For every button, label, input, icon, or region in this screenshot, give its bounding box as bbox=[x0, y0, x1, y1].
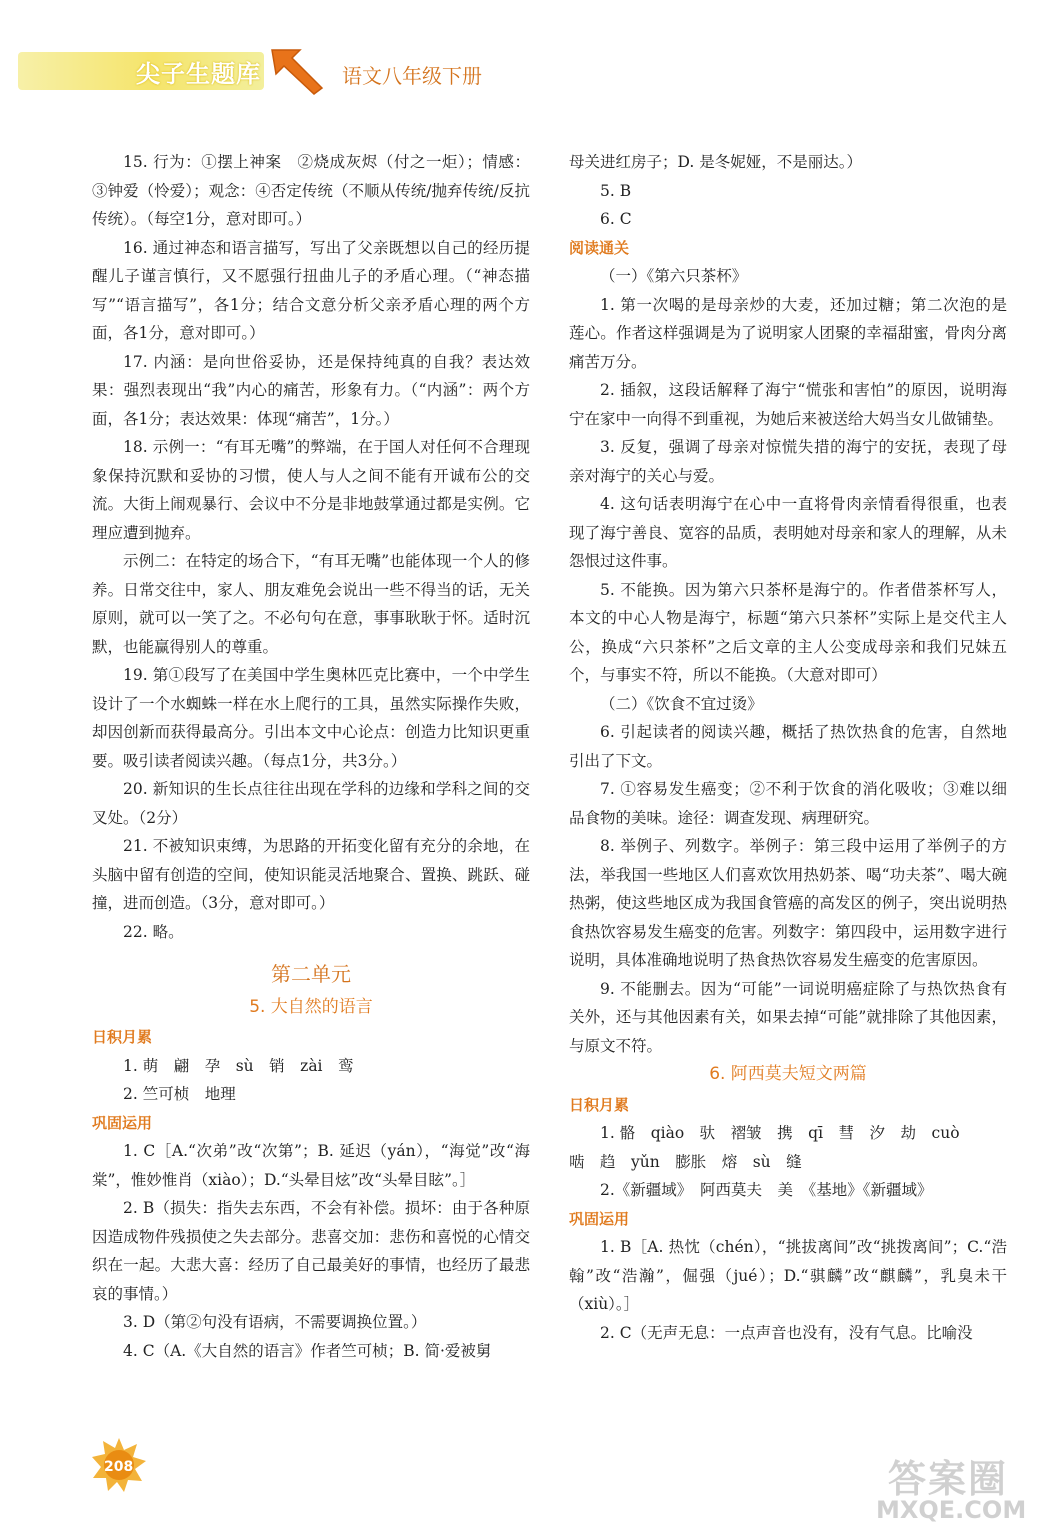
gonggu-5-item-2: 2. B（损失：指失去东西，不会有补偿。损坏：由于各种原因造成物件残损使之失去部分。悲喜交加：悲伤和喜悦的心情交织在一起。大悲大喜：经历了自己最美好的事情，也经历了最悲哀的事情。） bbox=[92, 1199, 530, 1303]
arrow-icon bbox=[268, 44, 326, 96]
answer-22: 22. 略。 bbox=[123, 922, 184, 941]
page-number: 208 bbox=[104, 1459, 134, 1475]
reading-title-2: （二）《饮食不宜过烫》 bbox=[600, 694, 763, 713]
reading-answer-3: 3. 反复，强调了母亲对惊慌失措的海宁的安抚，表现了母亲对海宁的关心与爱。 bbox=[569, 438, 1007, 485]
brand-banner bbox=[18, 52, 264, 90]
reading-answer-6: 6. 引起读者的阅读兴趣，概括了热饮热食的危害，自然地引出了下文。 bbox=[569, 723, 1007, 770]
reading-answer-8: 8. 举例子、列数字。举例子：第三段中运用了举例子的方法，举我国一些地区人们喜欢饮用热奶茶、喝“功夫茶”、喝大碗热粥，使这些地区成为我国食管癌的高发区的例子，突出说明热食热饮容易发生癌变的危害。列数字：第四段中，运用数字进行说明，具体准确地说明了热食热饮容易发生癌变的危害原因。 bbox=[569, 837, 1007, 969]
unit-title: 第二单元 bbox=[271, 962, 351, 986]
lesson-6-title: 6. 阿西莫夫短文两篇 bbox=[709, 1064, 867, 1084]
left-column bbox=[92, 148, 530, 1365]
reading-answer-7: 7. ①容易发生癌变；②不利于饮食的消化吸收；③难以细品食物的美味。途径：调查发现、病理研究。 bbox=[569, 780, 1007, 827]
gonggu-6-item-2: 2. C（无声无息：一点声音也没有，没有气息。比喻没 bbox=[600, 1323, 973, 1342]
riji-6-item-2: 2.《新疆域》 阿西莫夫 美 《基地》《新疆域》 bbox=[600, 1181, 933, 1199]
answer-18-example-2: 示例二：在特定的场合下，“有耳无嘴”也能体现一个人的修养。日常交往中，家人、朋友难免会说出一些不得当的话，无关原则，就可以一笑了之。不必句句在意，事事耿耿于怀。适时沉默，也能赢得别人的尊重。 bbox=[92, 552, 530, 656]
reading-answer-5: 5. 不能换。因为第六只茶杯是海宁的。作者借茶杯写人，本文的中心人物是海宁，标题“第六只茶杯”实际上是交代主人公，换成“六只茶杯”之后文章的主人公变成母亲和我们兄妹五个，与事实不符，所以不能换。（大意对即可） bbox=[569, 580, 1007, 684]
section-yuedu: 阅读通关 bbox=[569, 238, 630, 257]
answer-18-example-1: 18. 示例一：“有耳无嘴”的弊端，在于国人对任何不合理现象保持沉默和妥协的习惯，使人与人之间不能有开诚布公的交流。大街上闹观暴行、会议中不分是非地鼓掌通过都是实例。它理应遭到抛弃。 bbox=[92, 438, 530, 542]
section-riji-6: 日积月累 bbox=[569, 1095, 630, 1114]
riji-6-item-1a: 1. 骼 qiào 驮 褶皱 携 qī 彗 汐 劫 cuò bbox=[600, 1124, 960, 1142]
answer-19: 19. 第①段写了在美国中学生奥林匹克比赛中，一个中学生设计了一个水蜘蛛一样在水上爬行的工具，虽然实际操作失败，却因创新而获得最高分。引出本文中心论点：创造力比知识更重要。吸引读者阅读兴趣。（每点1分，共3分。） bbox=[92, 666, 530, 770]
reading-answer-1: 1. 第一次喝的是母亲炒的大麦，还加过糖；第二次泡的是莲心。作者这样强调是为了说明家人团聚的幸福甜蜜，骨肉分离痛苦万分。 bbox=[569, 295, 1007, 371]
answer-6: 6. C bbox=[600, 210, 632, 228]
answer-15: 15. 行为：①摆上神案 ②烧成灰烬（付之一炬）；情感：③钟爱（怜爱）；观念：④否定传统（不顺从传统/抛弃传统/反抗传统）。（每空1分，意对即可。） bbox=[92, 153, 530, 228]
answer-20: 20. 新知识的生长点往往出现在学科的边缘和学科之间的交叉处。（2分） bbox=[92, 780, 530, 827]
brand-title: 尖子生题库 bbox=[136, 60, 261, 88]
watermark-top: 答案圈 bbox=[888, 1457, 1009, 1501]
continued-text: 母关进红房子；D. 是冬妮娅，不是丽达。） bbox=[569, 153, 862, 171]
riji-5-item-1: 1. 萌 翩 孕 sù 销 zài 鸾 bbox=[123, 1056, 354, 1075]
answer-21: 21. 不被知识束缚，为思路的开拓变化留有充分的余地，在头脑中留有创造的空间，使知识能灵活地聚合、置换、跳跃、碰撞，进而创造。（3分，意对即可。） bbox=[92, 837, 530, 912]
answer-17: 17. 内涵：是向世俗妥协，还是保持纯真的自我？表达效果：强烈表现出“我”内心的痛苦，形象有力。（“内涵”：两个方面，各1分；表达效果：体现“痛苦”，1分。） bbox=[92, 352, 530, 428]
section-riji-5: 日积月累 bbox=[92, 1028, 153, 1046]
reading-answer-9: 9. 不能删去。因为“可能”一词说明癌症除了与热饮热食有关外，还与其他因素有关，如果去掉“可能”就排除了其他因素，与原文不符。 bbox=[569, 979, 1007, 1055]
answer-5: 5. B bbox=[600, 181, 632, 200]
section-gonggu-6: 巩固运用 bbox=[569, 1209, 630, 1228]
gonggu-5-item-1: 1. C［A.“次弟”改“次第”；B. 延迟（yán），“海觉”改“海棠”，惟妙惟肖（xiào）；D.“头晕目炫”改“头晕目眩”。］ bbox=[92, 1142, 530, 1189]
reading-answer-2: 2. 插叙，这段话解释了海宁“慌张和害怕”的原因，说明海宁在家中一向得不到重视，为她后来被送给大妈当女儿做铺垫。 bbox=[569, 381, 1007, 428]
riji-6-item-1b: 啮 趋 yǔn 膨胀 熔 sù 缝 bbox=[569, 1152, 802, 1171]
lesson-5-title: 5. 大自然的语言 bbox=[249, 996, 373, 1017]
gonggu-5-item-4: 4. C（A.《大自然的语言》作者竺可桢；B. 简·爱被舅 bbox=[123, 1341, 492, 1360]
watermark bbox=[868, 1448, 1038, 1528]
right-column bbox=[569, 148, 1007, 1347]
gonggu-6-item-1: 1. B［A. 热忱（chén），“挑拔离间”改“挑拨离间”；C.“浩翰”改“浩瀚”，倔强（jué）；D.“骐麟”改“麒麟”，乳臭未干（xiù）。］ bbox=[569, 1238, 1007, 1313]
page-header bbox=[0, 0, 1051, 110]
subject-title: 语文八年级下册 bbox=[342, 64, 482, 88]
section-gonggu-5: 巩固运用 bbox=[92, 1113, 153, 1132]
gonggu-5-item-3: 3. D（第②句没有语病，不需要调换位置。） bbox=[123, 1313, 427, 1331]
reading-title-1: （一）《第六只茶杯》 bbox=[600, 267, 748, 285]
answer-16: 16. 通过神态和语言描写，写出了父亲既想以自己的经历提醒儿子谨言慎行，又不愿强行扭曲儿子的矛盾心理。（“神态描写”“语言描写”，各1分；结合文意分析父亲矛盾心理的两个方面，各1分，意对即可。） bbox=[92, 238, 530, 342]
riji-5-item-2: 2. 竺可桢 地理 bbox=[123, 1085, 236, 1103]
reading-answer-4: 4. 这句话表明海宁在心中一直将骨肉亲情看得很重，也表现了海宁善良、宽容的品质，表明她对母亲和家人的理解，从未怨恨过这件事。 bbox=[569, 495, 1007, 570]
watermark-bottom: MXQE.COM bbox=[876, 1496, 1027, 1524]
